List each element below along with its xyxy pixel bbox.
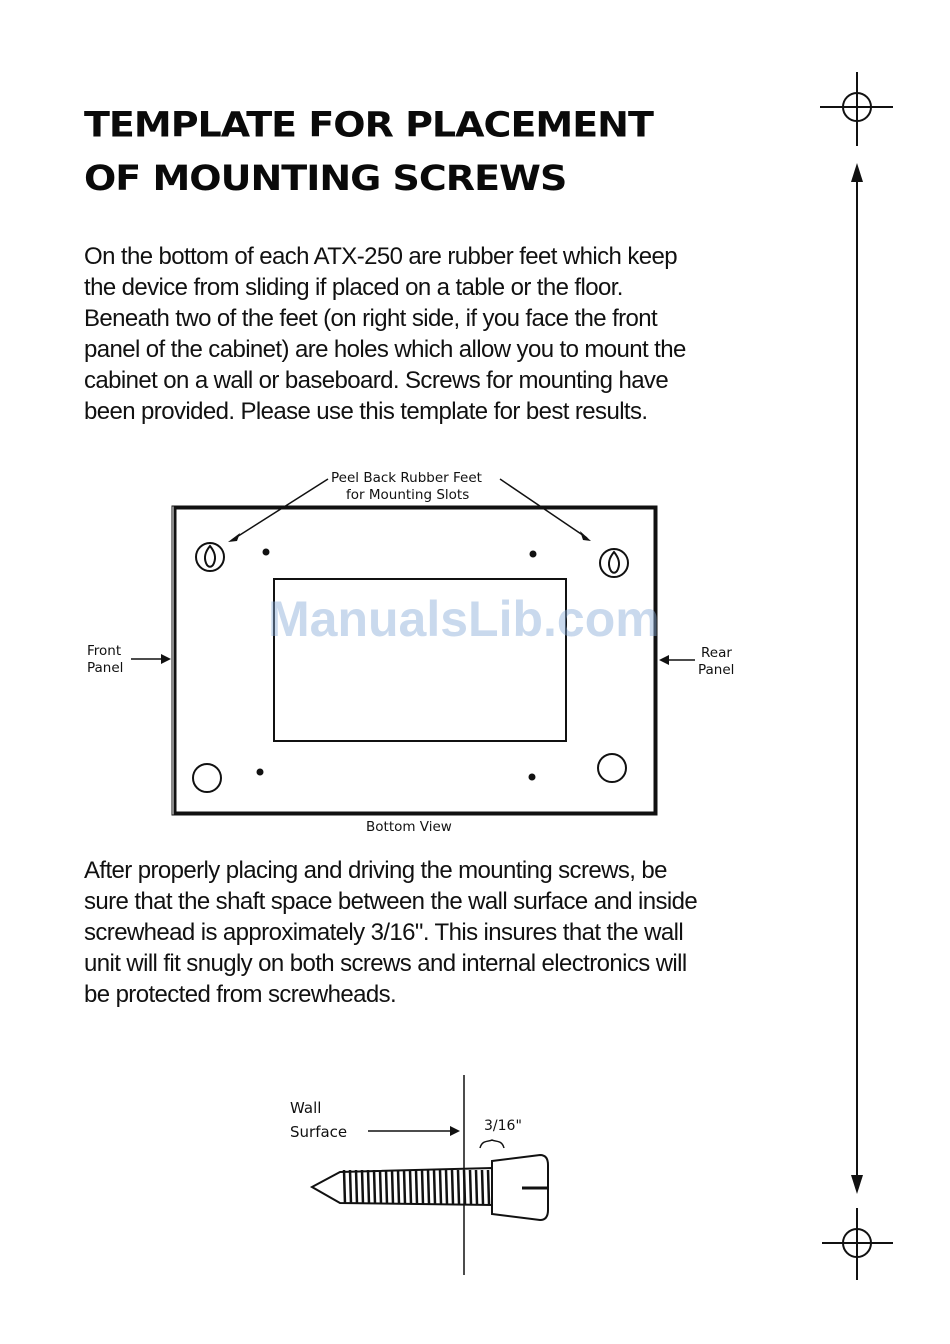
- screw-thread: [488, 1170, 489, 1204]
- screw-threads: [344, 1170, 489, 1204]
- screw-thread: [398, 1170, 399, 1204]
- screw-thread: [410, 1170, 411, 1204]
- screw-thread: [446, 1170, 447, 1204]
- rear-label-line-2: Panel: [698, 662, 735, 678]
- instructions-line: unit will fit snugly on both screws and internal electronics will: [84, 950, 687, 977]
- gap-measurement-label: 3/16": [484, 1118, 522, 1134]
- title-line-2: OF MOUNTING SCREWS: [84, 157, 567, 199]
- screw-thread: [374, 1170, 375, 1204]
- title-line-1: TEMPLATE FOR PLACEMENT: [84, 104, 653, 145]
- screw-thread: [422, 1170, 423, 1204]
- watermark: ManualsLib.com: [268, 591, 660, 647]
- instructions-line: screwhead is approximately 3/16". This insures that the wall: [84, 919, 684, 946]
- screw-thread: [464, 1170, 465, 1204]
- intro-line: Beneath two of the feet (on right side, if you face the front: [84, 305, 658, 332]
- screw-thread: [458, 1170, 459, 1204]
- screw-thread: [350, 1170, 351, 1204]
- screw-thread: [440, 1170, 441, 1204]
- bottom-view-caption: Bottom View: [366, 819, 452, 835]
- wall-surface-label: [290, 1096, 347, 1144]
- screw-thread: [392, 1170, 393, 1204]
- screw-thread: [428, 1170, 429, 1204]
- intro-line: been provided. Please use this template for best results.: [84, 398, 648, 425]
- screw-thread: [356, 1170, 357, 1204]
- rear-label-line-1: Rear: [701, 645, 732, 661]
- screw-thread: [404, 1170, 405, 1204]
- screw-thread: [434, 1170, 435, 1204]
- gap-brace: [480, 1140, 504, 1148]
- screw-thread: [362, 1170, 363, 1204]
- screw-thread: [482, 1170, 483, 1204]
- wall-label-line-1: Wall: [290, 1099, 322, 1117]
- wall-label-line-2: Surface: [290, 1123, 348, 1141]
- screw-thread: [380, 1170, 381, 1204]
- intro-line: panel of the cabinet) are holes which allow you to mount the: [84, 336, 686, 363]
- peel-label-line-1: Peel Back Rubber Feet: [331, 470, 482, 486]
- screw-thread: [416, 1170, 417, 1204]
- instructions-line: sure that the shaft space between the wall surface and inside: [84, 888, 698, 915]
- screw-thread: [476, 1170, 477, 1204]
- intro-line: On the bottom of each ATX-250 are rubber feet which keep: [84, 243, 677, 270]
- intro-line: cabinet on a wall or baseboard. Screws for mounting have: [84, 367, 669, 394]
- screw-thread: [344, 1170, 345, 1204]
- front-label-line-2: Panel: [87, 660, 124, 676]
- intro-line: the device from sliding if placed on a table or the floor.: [84, 274, 623, 301]
- screw-thread: [386, 1170, 387, 1204]
- arrowhead-icon: [450, 1126, 460, 1136]
- screw-thread: [368, 1170, 369, 1204]
- screw-thread: [452, 1170, 453, 1204]
- peel-label-line-2: for Mounting Slots: [346, 487, 470, 503]
- instructions-line: After properly placing and driving the mounting screws, be: [84, 857, 667, 884]
- instructions-line: be protected from screwheads.: [84, 981, 397, 1008]
- front-label-line-1: Front: [87, 643, 122, 659]
- screw-thread: [470, 1170, 471, 1204]
